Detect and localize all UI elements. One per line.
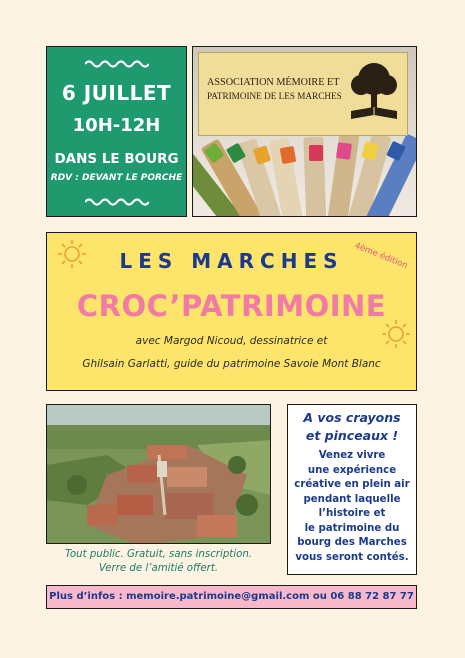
pencil-tip-red <box>309 145 323 161</box>
wave-decoration-top <box>85 59 149 69</box>
pencil-tip-dark-orange <box>280 146 297 164</box>
meeting-point: RDV : DEVANT LE PORCHE <box>50 173 183 183</box>
tree-book-logo-icon <box>347 59 401 125</box>
invitation-heading <box>288 409 416 445</box>
date-panel <box>46 46 187 217</box>
invitation-line: Venez vivre <box>318 450 386 461</box>
info-bar <box>46 585 417 609</box>
tagline-line-1: Tout public. Gratuit, sans inscription. <box>64 549 253 560</box>
place-name: LES MARCHES <box>119 249 344 273</box>
contact-info[interactable]: Plus d’infos : memoire.patrimoine@gmail.com ou 06 88 72 87 77 <box>49 591 414 602</box>
invitation-line: pendant laquelle <box>303 493 401 505</box>
association-logo-card <box>198 52 408 136</box>
pencil-tip-pink <box>336 142 352 160</box>
event-name: CROC’PATRIMOINE <box>76 289 387 323</box>
event-location: DANS LE BOURG <box>54 151 179 167</box>
invitation-line: le patrimoine du <box>304 522 400 534</box>
invitation-heading-line-1: A vos crayons <box>303 410 401 425</box>
aerial-village-illustration <box>47 405 271 544</box>
association-name-line1: ASSOCIATION MÉMOIRE ET <box>207 77 340 88</box>
association-name-line2: PATRIMOINE DE LES MARCHES <box>207 91 342 101</box>
title-panel <box>46 232 417 391</box>
event-date: 6 JUILLET <box>61 81 172 105</box>
invitation-body <box>288 449 416 565</box>
presenter-line-2: Ghilsain Garlatti, guide du patrimoine Savoie Mont Blanc <box>82 358 381 370</box>
aerial-village-photo <box>46 404 271 544</box>
invitation-heading-line-2: et pinceaux ! <box>305 428 399 443</box>
invitation-panel <box>287 404 417 575</box>
invitation-line: bourg des Marches <box>297 537 407 548</box>
invitation-line: vous seront contés. <box>295 551 409 563</box>
invitation-line: l’histoire et <box>318 508 386 519</box>
pencils-photo <box>192 46 417 217</box>
presenter-line-1: avec Margod Nicoud, dessinatrice et <box>135 335 328 347</box>
tagline-line-2: Verre de l’amitié offert. <box>98 563 219 574</box>
tagline <box>46 548 271 576</box>
invitation-line: une expérience <box>307 464 397 476</box>
event-time: 10H-12H <box>72 115 161 136</box>
edition-label: 4ème édition <box>353 240 409 272</box>
invitation-line: créative en plein air <box>294 479 410 490</box>
wave-decoration-bottom <box>85 197 149 207</box>
